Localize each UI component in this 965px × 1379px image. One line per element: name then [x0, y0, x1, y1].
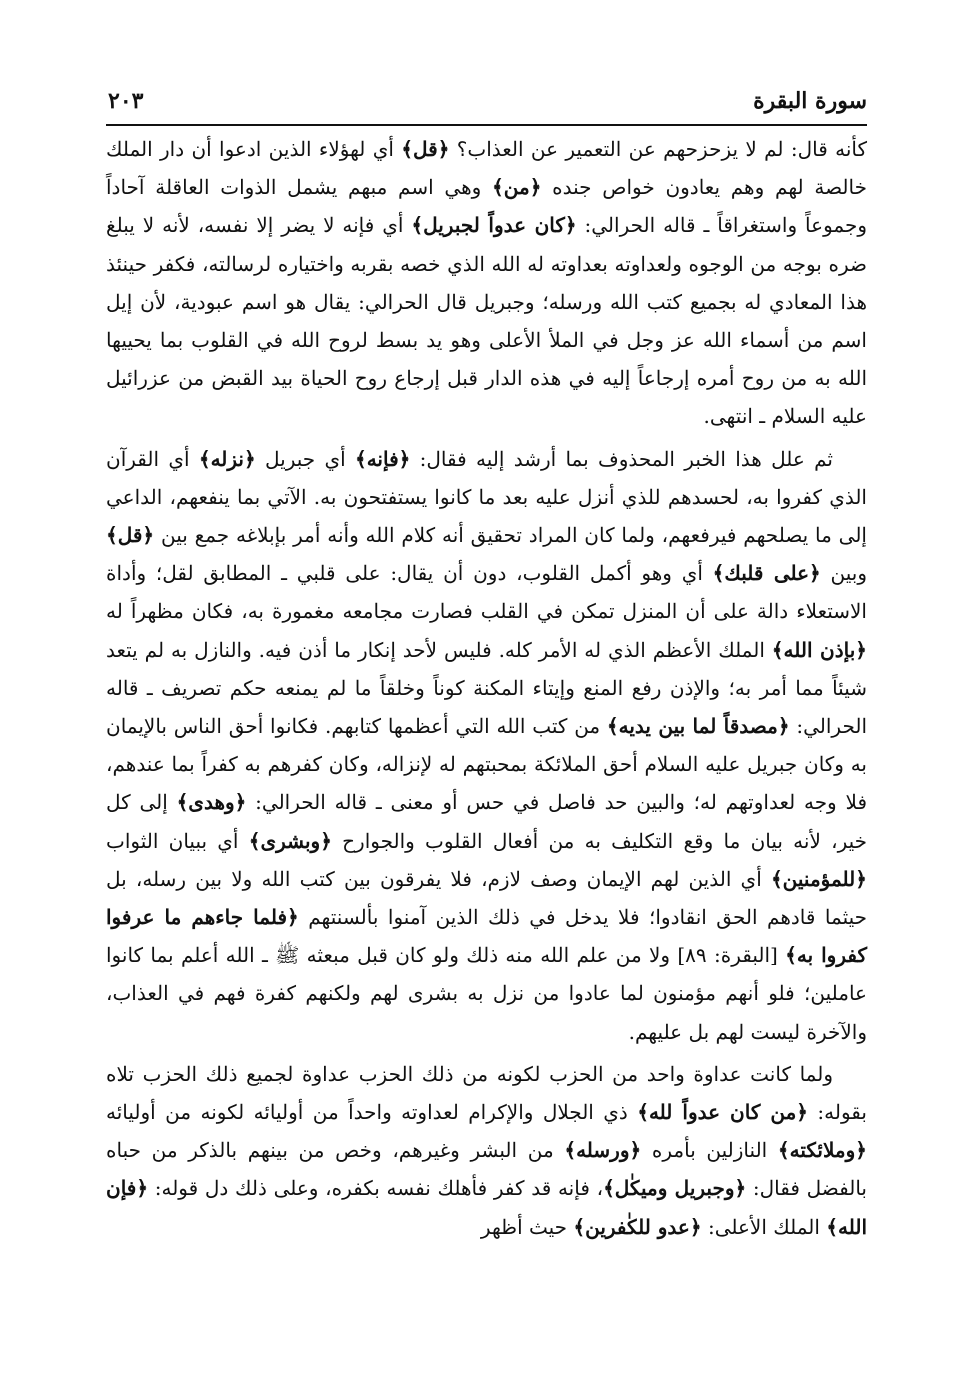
quran-quote: ﴿وجبريل وميكٰل﴾	[603, 1176, 747, 1201]
header-divider	[106, 124, 867, 126]
text-run: أي ببيان الثواب	[106, 828, 249, 853]
text-run: ، فإنه قد كفر فأهلك نفسه بكفره، وعلى ذلك دل قوله:	[148, 1176, 604, 1201]
quran-quote: ﴿للمؤمنين﴾	[770, 866, 867, 891]
quran-quote: ﴿على قلبك﴾	[712, 561, 821, 586]
surah-title: سورة البقرة	[753, 88, 867, 114]
page-number: ٢٠٣	[108, 88, 144, 114]
quran-quote: ﴿ورسله﴾	[564, 1138, 642, 1163]
quran-quote: ﴿فإن الله﴾	[106, 1176, 867, 1239]
quran-quote: ﴿من كان عدواً لله﴾	[637, 1100, 809, 1125]
quran-quote: ﴿فإنه﴾	[354, 446, 411, 471]
quran-quote: ﴿قل﴾	[106, 523, 155, 548]
text-run: الملك الأعظم الذي له الأمر كله. فليس لأحد إنكار ما أذن فيه. والنازل به لم يتعد شيئاً مما أمر به؛ والإذن رفع المنع وإيتاء المكنة كوناً وخلقاً ما لم يمنعه حكم تصريف ـ قاله الحرالي:	[106, 637, 868, 739]
quran-quote: ﴿فلما جاءهم ما عرفوا كفروا به﴾	[106, 905, 867, 968]
text-run: ثم علل هذا الخبر المحذوف بما أرشد إليه فقال:	[410, 446, 833, 471]
quran-quote: ﴿وملائكته﴾	[777, 1138, 868, 1163]
text-run: ولما كانت عداوة واحد من الحزب لكونه من ذلك الحزب عداوة لجميع ذلك الحزب تلاه بقوله:	[106, 1061, 867, 1125]
quran-quote: ﴿كان عدواً لجبريل﴾	[411, 213, 577, 238]
text-run: من البشر وغيرهم، وخص من بينهم بالذكر من حباه بالفضل فقال:	[106, 1138, 867, 1201]
quran-quote: ﴿عدو للكٰفرين﴾	[573, 1214, 702, 1239]
text-run: أي فإنه لا يضر إلا نفسه، لأنه لا يبلغ ضره بوجه من الوجوه ولعداوته بعداوته له الله الذي خصه بقربه واختياره لرسالته، فكفر حينئذ هذا المعادي له بجميع كتب الله ورسله؛ وجبريل قال الحرالي: يقال هو اسم عبودية، لأن إيل اسم من أسماء الله عز وجل في الملأ الأعلى وهو يد بسط لروح الله في القلوب بما يحييها الله به من روح أمره إرجاعاً إليه في هذه الدار قبل إرجاع روح الحياة بيد القبض من عزرائيل عليه السلام ـ انتهى.	[106, 213, 868, 429]
quran-quote: ﴿من﴾	[492, 175, 542, 200]
quran-quote: ﴿قل﴾	[401, 137, 450, 161]
paragraph	[106, 130, 867, 436]
text-run: إلى كل خير، لأنه بيان ما وقع التكليف به من أفعال القلوب والجوارح	[106, 790, 867, 853]
text-run: من كتب الله التي أعظمها كتابهم. فكانوا أحق الناس بالإيمان به وكان جبريل عليه السلام أحق الملائكة بمحبتهم له لإنزاله، وكان كفرهم به كفراً بما عندهم، فلا وجه لعداوتهم له؛ والبين حد فاصل في حس أو معنى ـ قاله الحرالي:	[106, 714, 868, 815]
text-run: أي وهو أكمل القلوب، دون أن يقال: على قلبي ـ المطابق لقل؛ وأداة الاستعلاء دالة على أن المنزل تمكن في القلب فصارت مجامعه مغمورة به، فكان مظهراً له	[106, 561, 867, 624]
text-run: أي الذين لهم الإيمان وصف لازم، فلا يفرقون بين كتب الله ولا بين رسله، بل حيثما قادهم الحق انقادوا؛ فلا يدخل في ذلك الذين آمنوا بألسنتهم	[106, 866, 868, 930]
quran-quote: ﴿وبشرى﴾	[248, 828, 332, 853]
text-run: وهي اسم مبهم يشمل الذوات العاقلة آحاداً وجموعاً واستغراقاً ـ قاله الحرالي:	[106, 175, 867, 238]
text-run: كأنه قال: لم لا يزحزحهم عن التعمير عن العذاب؟	[449, 137, 868, 161]
quran-quote: ﴿نزله﴾	[198, 446, 256, 471]
text-run: أي القرآن الذي كفروا به، لحسدهم للذي أنزل عليه بعد ما كانوا يستفتحون به. الآتي بما ينفعهم، الداعي إلى ما يصلحهم فيرفعهم، ولما كان المراد تحقيق أنه كلام الله وأنه أمر بإبلاغه جمع بين	[106, 446, 867, 548]
text-run: الملك الأعلى:	[701, 1214, 827, 1239]
text-run: وبين	[820, 561, 868, 586]
text-run: حيث أظهر	[480, 1214, 574, 1239]
quran-quote: ﴿وهدى﴾	[176, 790, 247, 815]
text-run: ذي الجلال والإكرام لعداوته واحداً من أوليائه لكونه من أوليائه	[106, 1100, 638, 1125]
paragraph	[106, 440, 867, 1051]
text-run: أي جبريل	[255, 446, 355, 471]
page-header	[108, 86, 867, 118]
text-run: [البقرة: ٨٩] ولا من علم الله منه ذلك ولو كان قبل مبعثه ﷺ ـ الله أعلم بما كانوا عاملين؛ فلو أنهم مؤمنون لما عادوا من نزل به بشرى لهم ولكنهم كفرة فهم في العذاب، والآخرة ليست لهم بل عليهم.	[106, 943, 867, 1044]
commentary-text	[106, 130, 867, 1246]
quran-quote: ﴿مصدقاً لما بين يديه﴾	[606, 714, 790, 739]
paragraph	[106, 1055, 867, 1246]
text-run: أي لهؤلاء الذين ادعوا أن دار الملك خالصة لهم وهم يعادون خواص جنده	[106, 137, 867, 200]
quran-quote: ﴿بإذن الله﴾	[771, 637, 867, 662]
text-run: النازلين بأمره	[641, 1138, 778, 1163]
